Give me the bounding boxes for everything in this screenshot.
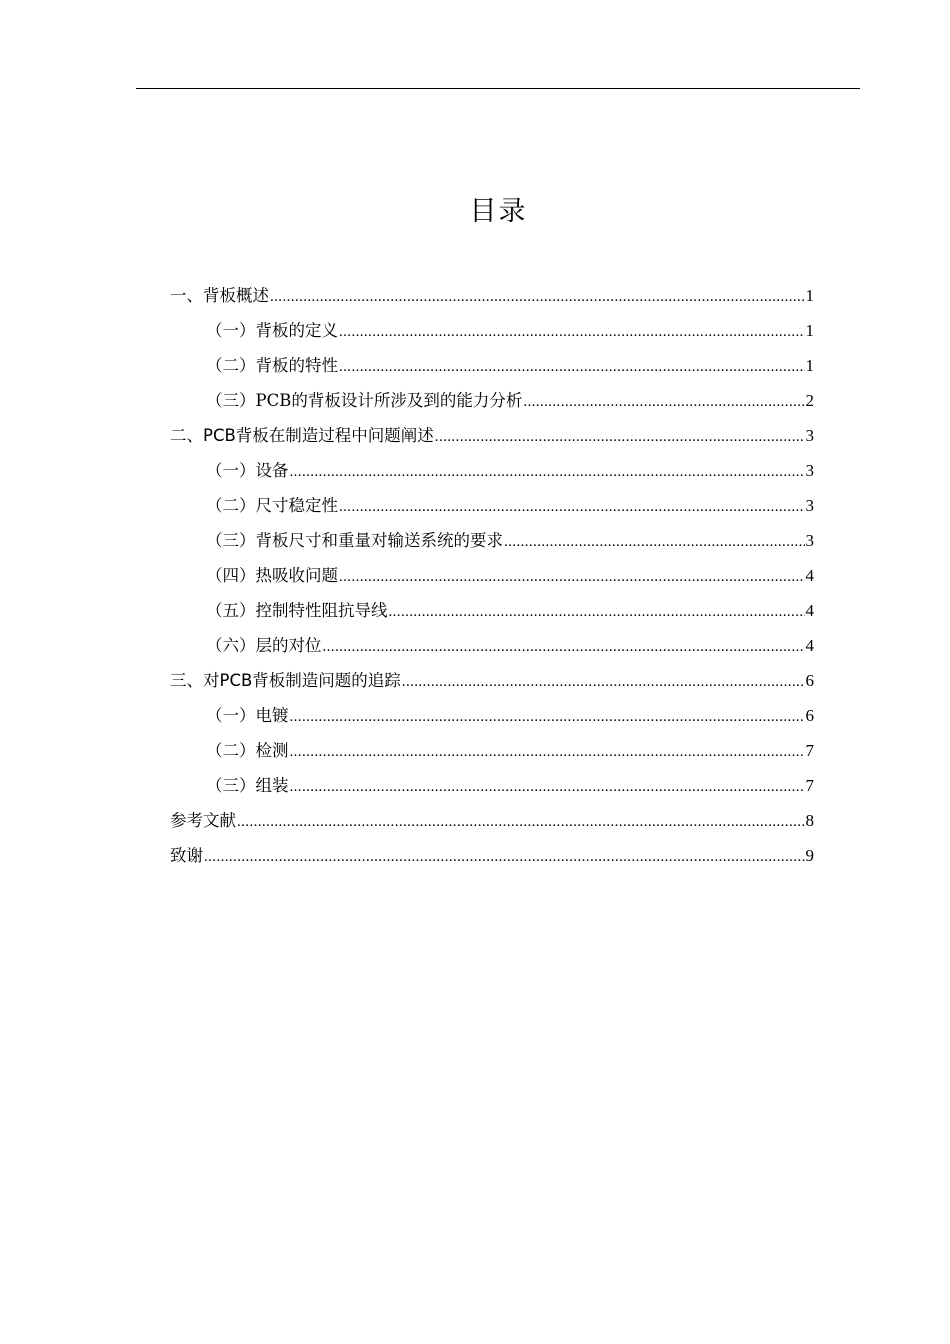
toc-entry[interactable] bbox=[170, 313, 814, 348]
toc-page-number: 7 bbox=[805, 741, 814, 760]
toc-entry-text: （一）电镀 bbox=[206, 706, 289, 725]
toc-entry-text: （六）层的对位 bbox=[206, 636, 322, 655]
toc-entry-text: 一、背板概述 bbox=[170, 286, 269, 305]
table-of-contents bbox=[170, 278, 814, 873]
toc-entry[interactable] bbox=[170, 768, 814, 803]
dot-leader bbox=[290, 735, 805, 770]
toc-title: 目录 bbox=[469, 196, 528, 227]
toc-page-number: 6 bbox=[805, 671, 814, 690]
dot-leader bbox=[504, 525, 805, 560]
dot-leader bbox=[290, 700, 805, 735]
toc-entry[interactable] bbox=[170, 803, 814, 838]
dot-leader bbox=[435, 420, 805, 455]
toc-entry-text: （二）检测 bbox=[206, 741, 289, 760]
toc-page-number: 3 bbox=[805, 461, 814, 480]
toc-entry-text: （二）背板的特性 bbox=[206, 356, 338, 375]
dot-leader bbox=[290, 455, 805, 490]
toc-entry-text: （三）组装 bbox=[206, 776, 289, 795]
toc-page-number: 1 bbox=[805, 286, 814, 305]
dot-leader bbox=[290, 770, 805, 805]
dot-leader bbox=[339, 350, 805, 385]
toc-entry[interactable] bbox=[170, 838, 814, 873]
toc-entry[interactable] bbox=[170, 278, 814, 313]
toc-entry[interactable] bbox=[170, 383, 814, 418]
toc-entry-text: 三、对PCB背板制造问题的追踪 bbox=[170, 671, 401, 690]
dot-leader bbox=[204, 840, 805, 875]
toc-page-number: 6 bbox=[805, 706, 814, 725]
toc-page-number: 3 bbox=[805, 531, 814, 550]
toc-entry[interactable] bbox=[170, 348, 814, 383]
dot-leader bbox=[402, 665, 805, 700]
toc-page-number: 4 bbox=[805, 636, 814, 655]
dot-leader bbox=[339, 315, 805, 350]
toc-entry[interactable] bbox=[170, 558, 814, 593]
toc-entry[interactable] bbox=[170, 593, 814, 628]
toc-entry-text: （一）背板的定义 bbox=[206, 321, 338, 340]
toc-entry-text: （五）控制特性阻抗导线 bbox=[206, 601, 388, 620]
toc-entry[interactable] bbox=[170, 698, 814, 733]
dot-leader bbox=[237, 805, 805, 840]
toc-page-number: 3 bbox=[805, 496, 814, 515]
toc-entry[interactable] bbox=[170, 663, 814, 698]
toc-entry-text: （一）设备 bbox=[206, 461, 289, 480]
toc-page-number: 7 bbox=[805, 776, 814, 795]
toc-entry-text: 致谢 bbox=[170, 846, 203, 865]
toc-entry[interactable] bbox=[170, 733, 814, 768]
toc-entry[interactable] bbox=[170, 418, 814, 453]
toc-page-number: 4 bbox=[805, 601, 814, 620]
dot-leader bbox=[389, 595, 805, 630]
toc-page-number: 3 bbox=[805, 426, 814, 445]
dot-leader bbox=[270, 280, 805, 315]
dot-leader bbox=[523, 385, 804, 420]
toc-page-number: 1 bbox=[805, 356, 814, 375]
toc-entry-text: （四）热吸收问题 bbox=[206, 566, 338, 585]
toc-page-number: 9 bbox=[805, 846, 814, 865]
toc-entry[interactable] bbox=[170, 453, 814, 488]
toc-entry-text: （三）背板尺寸和重量对输送系统的要求 bbox=[206, 531, 503, 550]
toc-page-number: 1 bbox=[805, 321, 814, 340]
toc-entry[interactable] bbox=[170, 628, 814, 663]
dot-leader bbox=[339, 490, 805, 525]
dot-leader bbox=[339, 560, 805, 595]
toc-page-number: 2 bbox=[805, 391, 814, 410]
toc-entry-text: （二）尺寸稳定性 bbox=[206, 496, 338, 515]
toc-entry-text: （三）PCB的背板设计所涉及到的能力分析 bbox=[206, 391, 523, 410]
toc-entry[interactable] bbox=[170, 488, 814, 523]
header-rule bbox=[136, 88, 860, 89]
toc-entry-text: 参考文献 bbox=[170, 811, 236, 830]
toc-entry[interactable] bbox=[170, 523, 814, 558]
toc-entry-text: 二、PCB背板在制造过程中问题阐述 bbox=[170, 426, 434, 445]
dot-leader bbox=[323, 630, 805, 665]
toc-page-number: 4 bbox=[805, 566, 814, 585]
toc-page-number: 8 bbox=[805, 811, 814, 830]
